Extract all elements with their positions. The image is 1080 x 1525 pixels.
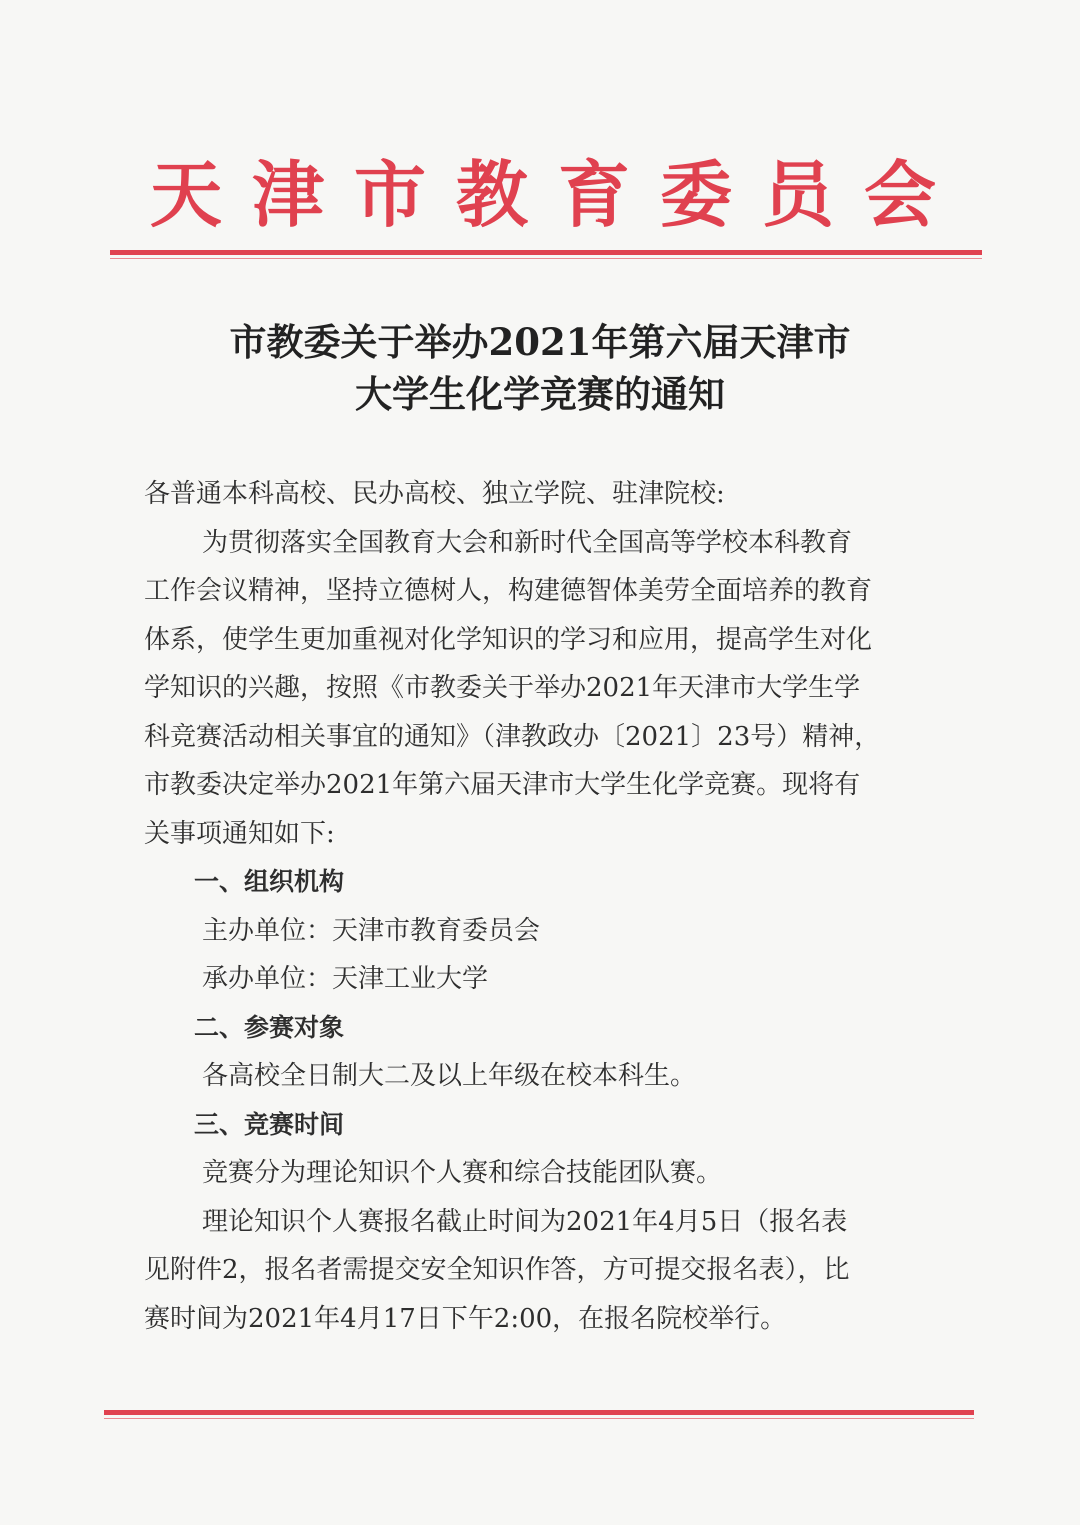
- salutation: 各普通本科高校、民办高校、独立学院、驻津院校:: [144, 479, 725, 509]
- masthead-title: 天津市教育委员会: [150, 153, 967, 237]
- organizer-unit: 承办单位：天津工业大学: [202, 964, 489, 994]
- intro-line: 科竞赛活动相关事宜的通知》（津教政办〔2021〕23号）精神，: [144, 721, 881, 752]
- section-heading-schedule: 三、竞赛时间: [194, 1109, 345, 1139]
- intro-line: 关事项通知如下:: [144, 818, 335, 849]
- schedule-detail-line: 赛时间为2021年4月17日下午2:00，在报名院校举行。: [144, 1303, 787, 1334]
- intro-line: 学知识的兴趣，按照《市教委关于举办2021年天津市大学生学: [144, 673, 861, 703]
- intro-line: 市教委决定举办2021年第六届天津市大学生化学竞赛。现将有: [144, 770, 861, 800]
- document-title: [140, 316, 940, 420]
- masthead-red-rule-thin: [110, 258, 982, 259]
- schedule-detail-line: 见附件2，报名者需提交安全知识作答，方可提交报名表），比: [144, 1255, 850, 1285]
- schedule-text: 竞赛分为理论知识个人赛和综合技能团队赛。: [202, 1158, 723, 1188]
- intro-line: 体系，使学生更加重视对化学知识的学习和应用，提高学生对化: [144, 624, 873, 655]
- document-title-line-2: 大学生化学竞赛的通知: [355, 372, 725, 416]
- intro-line: 工作会议精神，坚持立德树人，构建德智体美劳全面培养的教育: [144, 576, 873, 606]
- host-unit: 主办单位：天津市教育委员会: [202, 915, 541, 946]
- section-heading-organization: 一、组织机构: [194, 867, 345, 896]
- footer-red-rule: [104, 1410, 974, 1415]
- schedule-detail-line: 理论知识个人赛报名截止时间为2021年4月5日（报名表: [202, 1206, 848, 1237]
- intro-line: 为贯彻落实全国教育大会和新时代全国高等学校本科教育: [202, 527, 853, 558]
- participants-text: 各高校全日制大二及以上年级在校本科生。: [202, 1061, 697, 1091]
- section-heading-participants: 二、参赛对象: [194, 1012, 345, 1042]
- document-title-line-1: 市教委关于举办2021年第六届天津市: [229, 320, 851, 364]
- masthead-red-rule: [110, 250, 982, 255]
- document-body: [144, 470, 944, 1343]
- footer-red-rule-thin: [104, 1418, 974, 1419]
